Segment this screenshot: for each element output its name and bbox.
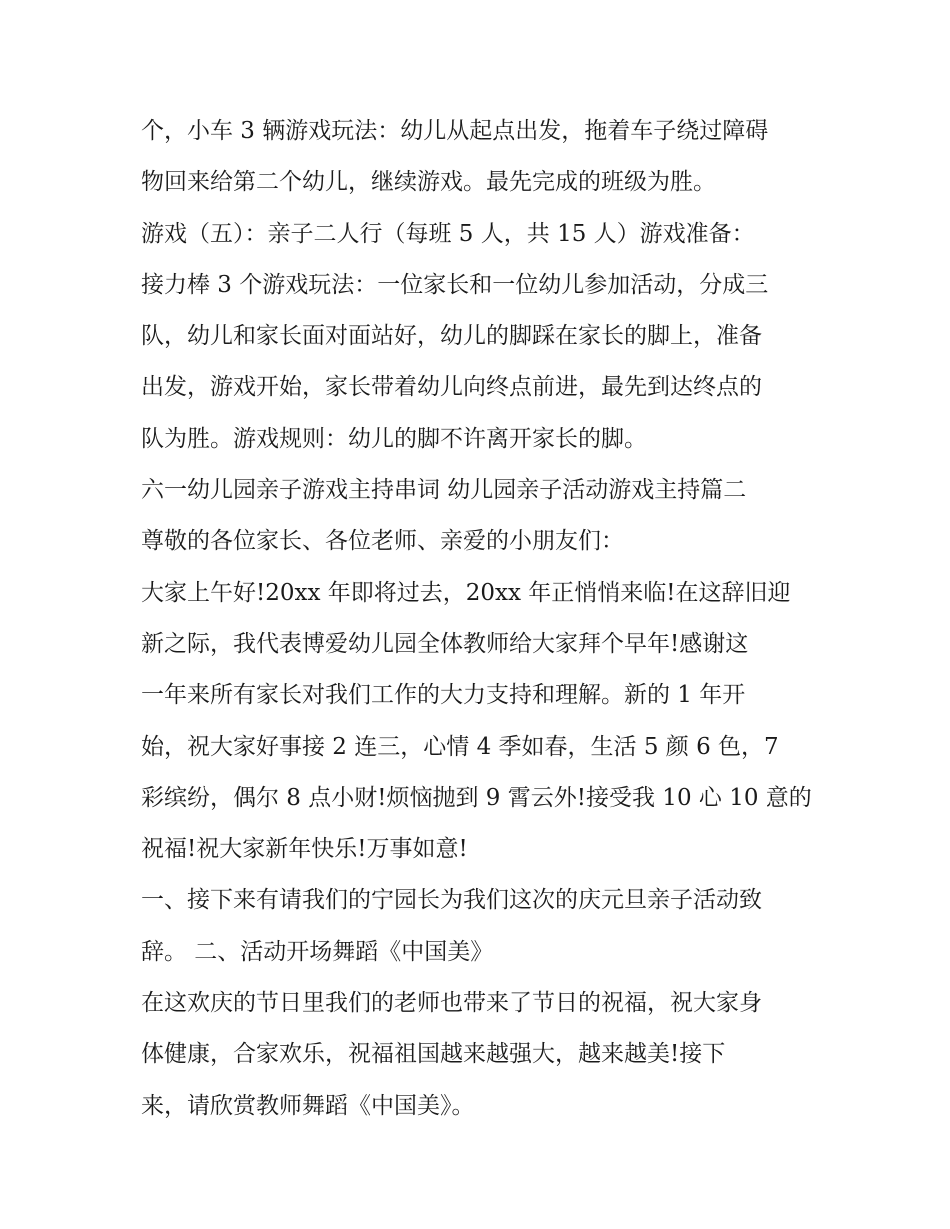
section-heading: 六一幼儿园亲子游戏主持串词 幼儿园亲子活动游戏主持篇二 [141, 477, 747, 504]
text-line: 在这欢庆的节日里我们的老师也带来了节日的祝福，祝大家身 [141, 990, 762, 1017]
text-line: 祝福!祝大家新年快乐!万事如意! [141, 836, 468, 863]
text-line: 一、接下来有请我们的宁园长为我们这次的庆元旦亲子活动致 [141, 887, 762, 914]
text-line: 辞。 二、活动开场舞蹈《中国美》 [141, 938, 494, 965]
text-line: 彩缤纷，偶尔 8 点小财!烦恼抛到 9 霄云外!接受我 10 心 10 意的 [141, 784, 812, 811]
text-line: 个，小车 3 辆游戏玩法：幼儿从起点出发，拖着车子绕过障碍 [141, 118, 769, 144]
text-line: 物回来给第二个幼儿，继续游戏。最先完成的班级为胜。 [141, 169, 716, 196]
text-line: 始，祝大家好事接 2 连三，心情 4 季如春，生活 5 颜 6 色，7 [141, 733, 779, 760]
text-line: 尊敬的各位家长、各位老师、亲爱的小朋友们： [141, 528, 624, 555]
text-line: 出发，游戏开始，家长带着幼儿向终点前进，最先到达终点的 [141, 374, 762, 401]
text-line: 大家上午好!20xx 年即将过去，20xx 年正悄悄来临!在这辞旧迎 [141, 579, 791, 606]
text-line: 一年来所有家长对我们工作的大力支持和理解。新的 1 年开 [141, 682, 746, 709]
document-body [141, 106, 821, 1132]
text-line: 新之际，我代表博爱幼儿园全体教师给大家拜个早年!感谢这 [141, 630, 749, 657]
text-line: 体健康，合家欢乐，祝福祖国越来越强大，越来越美!接下 [141, 1041, 726, 1068]
text-line: 队，幼儿和家长面对面站好，幼儿的脚踩在家长的脚上，准备 [141, 323, 762, 350]
text-line: 队为胜。游戏规则：幼儿的脚不许离开家长的脚。 [141, 425, 647, 452]
text-line: 来，请欣赏教师舞蹈《中国美》。 [141, 1092, 475, 1119]
text-line: 接力棒 3 个游戏玩法：一位家长和一位幼儿参加活动，分成三 [141, 271, 769, 298]
text-line: 游戏（五）：亲子二人行（每班 5 人，共 15 人）游戏准备： [141, 220, 755, 247]
